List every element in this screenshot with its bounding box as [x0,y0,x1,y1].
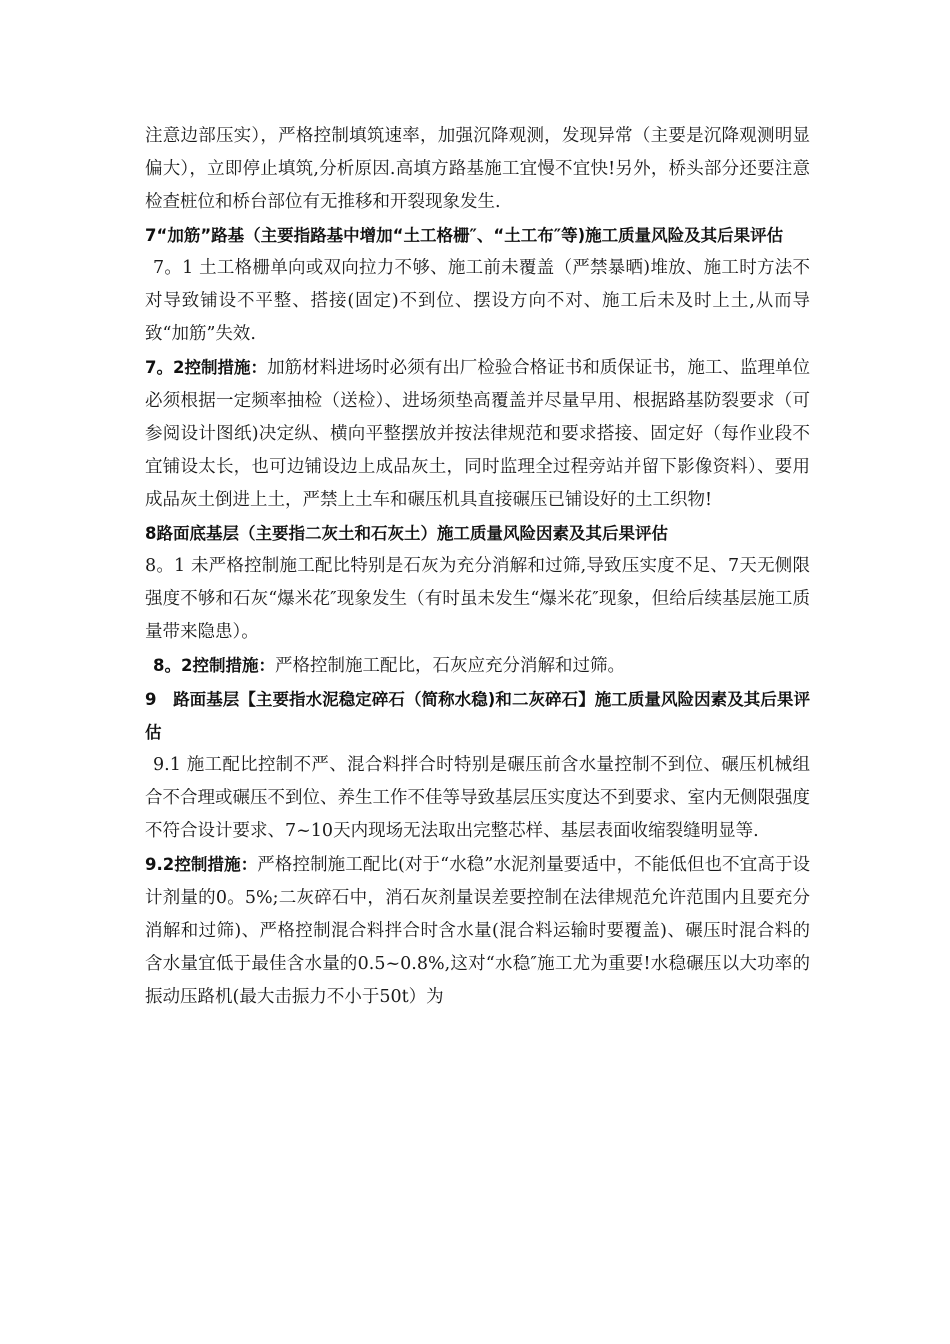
document-body [145,120,810,1014]
label-7-2: 7。2控制措施： [145,358,268,377]
text-8-2: 严格控制施工配比，石灰应充分消解和过筛。 [274,656,625,676]
text-7-2: 加筋材料进场时必须有出厂检验合格证书和质保证书，施工、监理单位必须根据一定频率抽检（送检）、进场须垫高覆盖并尽量早用、根据路基防裂要求（可参阅设计图纸)决定纵、横向平整摆放并按法律规范和要求搭接、固定好（每作业段不宜铺设太长，也可边铺设边上成品灰土，同时监理全过程旁站并留下影像资料）、要用成品灰土倒进上土，严禁上土车和碾压机具直接碾压已铺设好的土工织物! [145,358,810,510]
paragraph-8-1: 8。1 未严格控制施工配比特别是石灰为充分消解和过筛,导致压实度不足、7天无侧限强度不够和石灰“爆米花″现象发生（有时虽未发生“爆米花″现象，但给后续基层施工质量带来隐患）。 [145,556,810,642]
paragraph-7-1: 7。1 土工格栅单向或双向拉力不够、施工前未覆盖（严禁暴晒)堆放、施工时方法不对导致铺设不平整、搭接(固定)不到位、摆设方向不对、施工后未及时上土,从而导致“加筋”失效. [145,258,810,344]
label-9-2: 9.2控制措施： [145,855,258,874]
paragraph-8-2 [145,649,810,683]
paragraph-embankment-note: 注意边部压实），严格控制填筑速率，加强沉降观测，发现异常（主要是沉降观测明显偏大），立即停止填筑,分析原因.高填方路基施工宜慢不宜快!另外，桥头部分还要注意检查桩位和桥台部位有无推移和开裂现象发生. [145,126,810,212]
heading-section-9: 9 路面基层【主要指水泥稳定碎石（简称水稳)和二灰碎石】施工质量风险因素及其后果评估 [145,690,810,742]
heading-section-7: 7“加筋”路基（主要指路基中增加“土工格栅″、“土工布″等)施工质量风险及其后果评估 [145,226,784,245]
paragraph-9-2 [145,848,810,1014]
paragraph-7-2 [145,351,810,517]
text-9-2: 严格控制施工配比(对于“水稳”水泥剂量要适中，不能低但也不宜高于设计剂量的0。5%;二灰碎石中，消石灰剂量误差要控制在法律规范允许范围内且要充分消解和过筛)、严格控制混合料拌合时含水量(混合料运输时要覆盖)、碾压时混合料的含水量宜低于最佳含水量的0.5~0.8%,这对“水稳″施工尤为重要!水稳碾压以大功率的振动压路机(最大击振力不小于50t）为 [145,855,811,1007]
label-8-2: 8。2控制措施： [153,656,275,675]
heading-section-8: 8路面底基层（主要指二灰土和石灰土）施工质量风险因素及其后果评估 [145,524,668,543]
paragraph-9-1: 9.1 施工配比控制不严、混合料拌合时特别是碾压前含水量控制不到位、碾压机械组合不合理或碾压不到位、养生工作不佳等导致基层压实度达不到要求、室内无侧限强度不符合设计要求、7~10天内现场无法取出完整芯样、基层表面收缩裂缝明显等. [145,755,810,841]
